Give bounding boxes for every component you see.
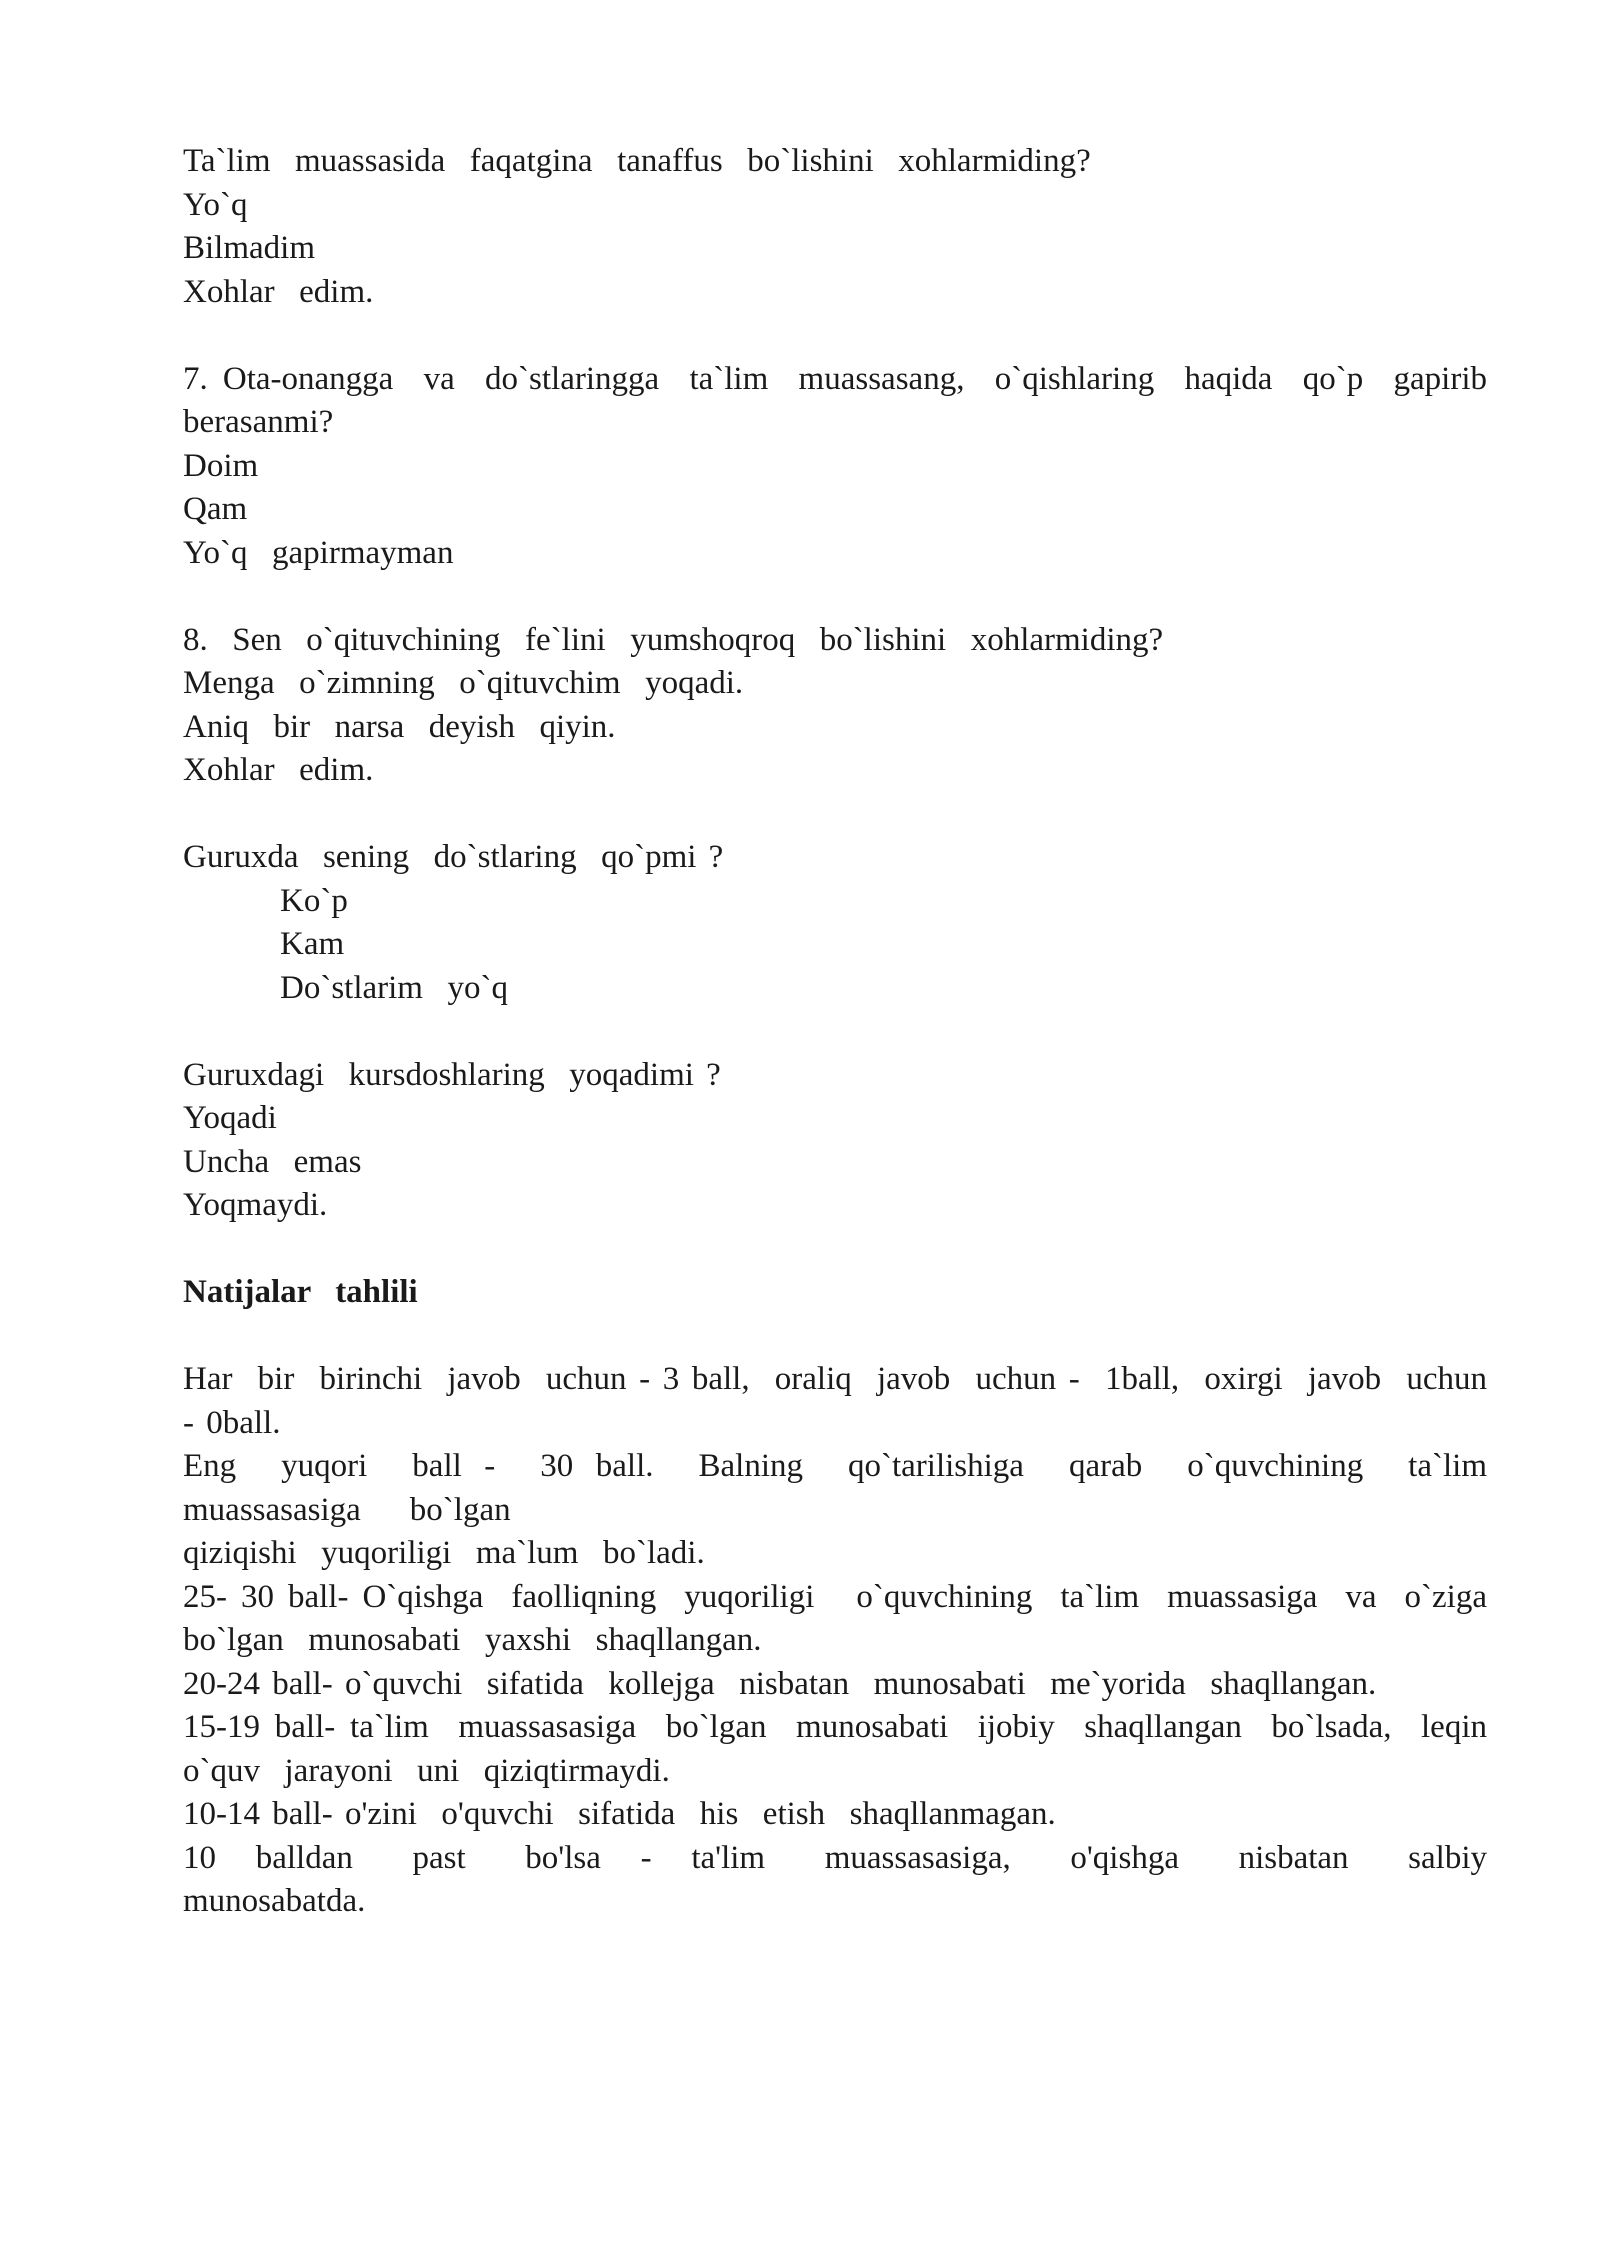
answer-option: Kam	[280, 926, 345, 962]
question-text: Guruxda sening do`stlaring qo`pmi ?	[183, 839, 724, 875]
spacer	[183, 793, 1487, 837]
spacer	[183, 575, 1487, 619]
answer-option: Bilmadim	[183, 230, 315, 266]
spacer	[183, 1010, 1487, 1054]
answer-option: Uncha emas	[183, 1143, 362, 1180]
scoring-paragraph: Har bir birinchi javob uchun - 3 ball, oraliq javob uchun - 1ball, oxirgi javob uchun - 0ball.	[183, 1361, 1500, 1441]
question-block-8	[183, 619, 1487, 793]
question-text: 8. Sen o`qituvchining fe`lini yumshoqroq bo`lishini xohlarmiding?	[183, 621, 1164, 658]
answer-option: Xohlar edim.	[183, 752, 374, 788]
spacer	[183, 314, 1487, 358]
range-10-14: 10-14 ball- o'zini o'quvchi sifatida his etish shaqllanmagan.	[183, 1796, 1056, 1832]
spacer	[183, 1228, 1487, 1272]
question-text: Guruxdagi kursdoshlaring yoqadimi ?	[183, 1056, 721, 1093]
max-score-continuation: qiziqishi yuqoriligi ma`lum bo`ladi.	[183, 1535, 705, 1571]
question-text: 7. Ota-onangga va do`stlaringga ta`lim muassasang, o`qishlaring haqida qo`p gapirib berasanmi?	[183, 360, 1512, 440]
range-15-19: 15-19 ball- ta`lim muassasasiga bo`lgan munosabati ijobiy shaqllangan bo`lsada, leqin o`quv jarayoni uni qiziqtirmaydi.	[183, 1709, 1512, 1789]
answer-option: Do`stlarim yo`q	[280, 969, 508, 1006]
question-block-7	[183, 358, 1512, 576]
answer-option: Ko`p	[280, 882, 348, 919]
answer-option: Qam	[183, 491, 248, 527]
section-heading: Natijalar tahlili	[183, 1274, 418, 1310]
spacer	[183, 1315, 1487, 1359]
answer-option: Aniq bir narsa deyish qiyin.	[183, 708, 616, 745]
range-25-30: 25- 30 ball- O`qishga faolliqning yuqoriligi o`quvchining ta`lim muassasiga va o`ziga bo`lgan munosabati yaxshi shaqllangan.	[183, 1578, 1512, 1658]
answer-option: Yo`q gapirmayman	[183, 534, 454, 571]
answer-option: Menga o`zimning o`qituvchim yoqadi.	[183, 665, 744, 701]
range-below-10: 10 balldan past bo'lsa - ta'lim muassasasiga, o'qishga nisbatan salbiy munosabatda.	[183, 1839, 1512, 1919]
results-analysis	[183, 1358, 1512, 1924]
max-score-paragraph: Eng yuqori ball - 30 ball. Balning qo`tarilishiga qarab o`quvchining ta`lim muassasasiga bo`lgan	[183, 1448, 1512, 1528]
document-page	[183, 140, 1512, 1924]
question-block-9	[183, 836, 1487, 1010]
answer-option: Yoqadi	[183, 1100, 277, 1136]
question-block-10	[183, 1054, 1487, 1228]
answer-option: Yo`q	[183, 186, 248, 223]
question-text: Ta`lim muassasida faqatgina tanaffus bo`lishini xohlarmiding?	[183, 143, 1091, 179]
question-block-6	[183, 140, 1487, 314]
answer-option: Yoqmaydi.	[183, 1187, 328, 1223]
range-20-24: 20-24 ball- o`quvchi sifatida kollejga nisbatan munosabati me`yorida shaqllangan.	[183, 1665, 1377, 1702]
answer-option: Doim	[183, 447, 259, 484]
answer-option: Xohlar edim.	[183, 273, 374, 310]
